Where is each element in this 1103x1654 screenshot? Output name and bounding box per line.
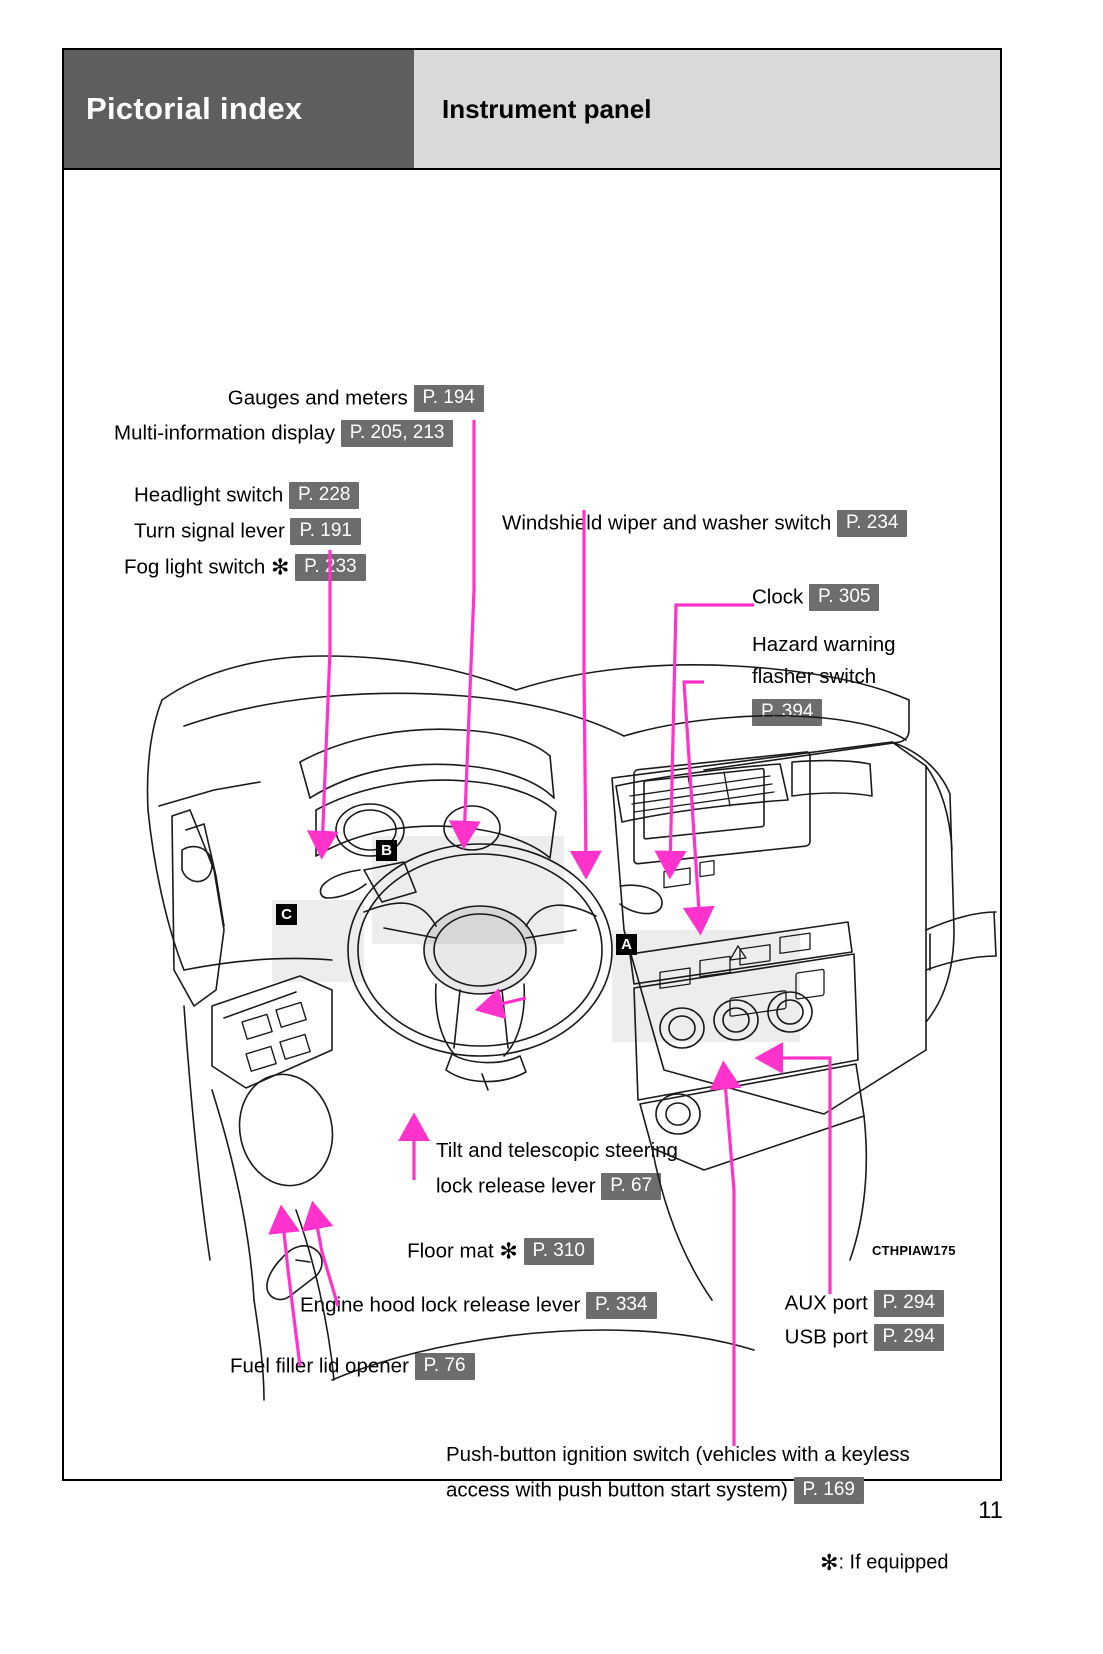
label-hazard-line2: flasher switch <box>752 665 877 688</box>
page-ref-fuel[interactable]: P. 76 <box>415 1353 475 1380</box>
page-ref-multi-info[interactable]: P. 205, 213 <box>341 420 454 447</box>
page-ref-headlight[interactable]: P. 228 <box>289 482 359 509</box>
page-ref-tilt[interactable]: P. 67 <box>601 1173 661 1200</box>
label-tilt-line1: Tilt and telescopic steering <box>436 1139 678 1162</box>
label-multi-info-text: Multi-information display <box>114 421 336 445</box>
label-turn-signal-text: Turn signal lever <box>134 519 285 543</box>
page-ref-clock[interactable]: P. 305 <box>809 584 879 611</box>
page-header <box>64 50 1000 170</box>
callout-badge-c: C <box>276 904 297 925</box>
section-title: Pictorial index <box>64 50 414 168</box>
callout-badge-a: A <box>616 934 637 955</box>
asterisk-marker-footnote: ✻ <box>820 1550 839 1575</box>
label-gauges-text: Gauges and meters <box>227 386 408 410</box>
page-ref-floor-mat[interactable]: P. 310 <box>524 1238 594 1265</box>
page-number: 11 <box>978 1497 1003 1524</box>
label-clock-text: Clock <box>752 585 804 609</box>
label-ignition-line2: access with push button start system) <box>446 1478 788 1502</box>
label-floor-mat-text: Floor mat <box>407 1239 494 1263</box>
subsection-title: Instrument panel <box>414 50 1000 168</box>
callout-badge-b: B <box>376 840 397 861</box>
page-ref-hood[interactable]: P. 334 <box>586 1292 656 1319</box>
asterisk-marker-fog: ✻ <box>270 554 290 580</box>
label-wiper-text: Windshield wiper and washer switch <box>502 511 832 535</box>
page-ref-turn-signal[interactable]: P. 191 <box>290 518 360 545</box>
label-fog-light-text: Fog light switch <box>124 555 266 579</box>
label-fuel-text: Fuel filler lid opener <box>230 1354 409 1378</box>
page-ref-aux[interactable]: P. 294 <box>874 1290 944 1317</box>
label-tilt-line2: lock release lever <box>436 1174 596 1198</box>
page-ref-gauges[interactable]: P. 194 <box>414 385 484 412</box>
asterisk-marker-floor-mat: ✻ <box>499 1238 518 1264</box>
page-ref-usb[interactable]: P. 294 <box>874 1324 944 1351</box>
page-ref-hazard[interactable]: P. 394 <box>752 699 822 726</box>
callout-leader-lines <box>64 170 1004 1479</box>
label-aux-text: AUX port <box>784 1291 868 1315</box>
footnote-text: : If equipped <box>838 1551 949 1574</box>
label-usb-text: USB port <box>784 1325 868 1349</box>
footnote-if-equipped <box>820 1550 949 1576</box>
label-headlight-text: Headlight switch <box>134 483 284 507</box>
figure-code: CTHPIAW175 <box>872 1243 956 1258</box>
page-ref-wiper[interactable]: P. 234 <box>837 510 907 537</box>
label-ignition-line1: Push-button ignition switch (vehicles with a keyless <box>446 1443 910 1466</box>
page-ref-ignition[interactable]: P. 169 <box>794 1477 864 1504</box>
page-ref-fog-light[interactable]: P. 233 <box>295 554 365 581</box>
label-hazard-line1: Hazard warning <box>752 633 896 656</box>
label-hood-text: Engine hood lock release lever <box>300 1293 581 1317</box>
